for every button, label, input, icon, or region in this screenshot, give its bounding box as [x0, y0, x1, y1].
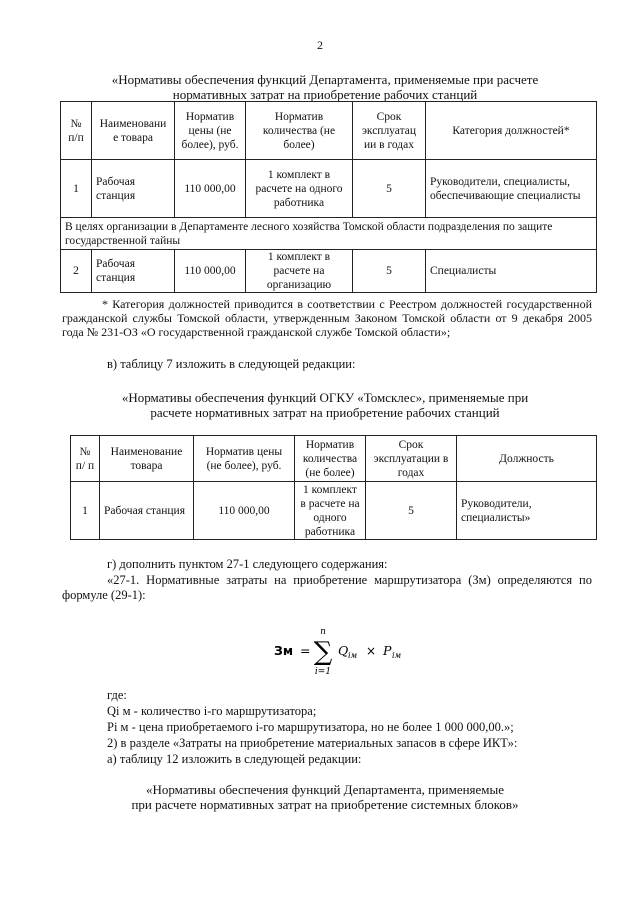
table1-title-line2: нормативных затрат на приобретение рабочих станций [172, 87, 478, 102]
table-row [71, 482, 597, 540]
table2-header-cell: Наименование товара [100, 436, 194, 482]
paragraph-g: г) дополнить пунктом 27-1 следующего содержания: [107, 557, 388, 571]
table1-header-cell: № п/п [61, 102, 92, 160]
formula-sum-lower: i=1 [314, 667, 332, 676]
table1-cell: Специалисты [426, 250, 597, 293]
table2-cell: 1 комплект в расчете на одного работника [295, 482, 366, 540]
table1 [60, 101, 597, 293]
formula-29-1 [268, 626, 428, 676]
table2-cell: Рабочая станция [100, 482, 194, 540]
table3-title [60, 782, 590, 812]
table1-cell: Руководители, специалисты, обеспечивающие специалисты [426, 160, 597, 218]
paragraph-where: где: [107, 688, 127, 702]
table3-title-line1: «Нормативы обеспечения функций Департамента, применяемые [145, 782, 505, 797]
formula-term-p-subscript: iм [392, 651, 402, 660]
table1-header-cell: Наименовани е товара [92, 102, 175, 160]
table2-header-cell: Срок эксплуатации в годах [366, 436, 457, 482]
table1-header-cell: Норматив цены (не более), руб. [175, 102, 246, 160]
formula-times: × [366, 644, 377, 658]
table1-cell: Рабочая станция [92, 160, 175, 218]
table2-header-cell: Должность [457, 436, 597, 482]
table1-title-line1: «Нормативы обеспечения функций Департамента, применяемые при расчете [111, 72, 539, 87]
table1-section-row [61, 218, 597, 250]
table1-header-cell: Категория должностей* [426, 102, 597, 160]
table-row [61, 250, 597, 293]
definition-q: Qi м - количество i-го маршрутизатора; [107, 704, 317, 718]
table1-cell: 2 [61, 250, 92, 293]
table1-header-cell: Срок эксплуатац ии в годах [353, 102, 426, 160]
table2-cell: 1 [71, 482, 100, 540]
page-number: 2 [317, 38, 323, 52]
table2 [70, 435, 597, 540]
table2-header-cell: Норматив цены (не более), руб. [194, 436, 295, 482]
table1-cell: 110 000,00 [175, 160, 246, 218]
formula-term-p: P [383, 643, 392, 658]
table1-header-cell: Норматив количества (не более) [246, 102, 353, 160]
table1-cell: 5 [353, 160, 426, 218]
table2-header-cell: № п/ п [71, 436, 100, 482]
table2-title-line2: расчете нормативных затрат на приобретение рабочих станций [150, 405, 500, 420]
footnote: * Категория должностей приводится в соответствии с Реестром должностей государственной гражданской службы Томской области, утвержденным Законом Томской области от 9 декабря 2005 года № 231-ОЗ «О государственной гражданской службе Томской области»; [62, 297, 592, 339]
table2-title-line1: «Нормативы обеспечения функций ОГКУ «Томсклес», применяемые при [121, 390, 529, 405]
table3-title-line2: при расчете нормативных затрат на приобретение системных блоков» [131, 797, 519, 812]
table1-header-row [61, 102, 597, 160]
paragraph-2: 2) в разделе «Затраты на приобретение материальных запасов в сфере ИКТ»: [107, 736, 518, 750]
paragraph-a: а) таблицу 12 изложить в следующей редакции: [107, 752, 362, 766]
formula-equals: = [300, 643, 311, 658]
table2-cell: 110 000,00 [194, 482, 295, 540]
table1-section-cell: В целях организации в Департаменте лесного хозяйства Томской области подразделения по защите государственной тайны [61, 218, 597, 250]
table1-cell: 1 комплект в расчете на организацию [246, 250, 353, 293]
table1-cell: Рабочая станция [92, 250, 175, 293]
paragraph-27-1: «27-1. Нормативные затраты на приобретение маршрутизатора (Зм) определяются по формуле (29-1): [62, 573, 592, 602]
table1-title [60, 72, 590, 102]
formula-term-q-subscript: iм [348, 651, 358, 660]
table1-cell: 110 000,00 [175, 250, 246, 293]
paragraph-v: в) таблицу 7 изложить в следующей редакции: [107, 357, 356, 371]
table2-title [60, 390, 590, 420]
table2-header-row [71, 436, 597, 482]
table2-cell: 5 [366, 482, 457, 540]
definition-p: Pi м - цена приобретаемого i-го маршрутизатора, но не более 1 000 000,00.»; [107, 720, 514, 734]
sigma-icon: ∑ [313, 637, 333, 667]
table-row [61, 160, 597, 218]
table1-cell: 1 комплект в расчете на одного работника [246, 160, 353, 218]
table2-header-cell: Норматив количества (не более) [295, 436, 366, 482]
formula-lhs: Зм [274, 643, 294, 658]
table1-cell: 5 [353, 250, 426, 293]
formula-term-q: Q [338, 643, 349, 658]
table2-cell: Руководители, специалисты» [457, 482, 597, 540]
table1-cell: 1 [61, 160, 92, 218]
formula-sum-upper: n [320, 627, 326, 637]
